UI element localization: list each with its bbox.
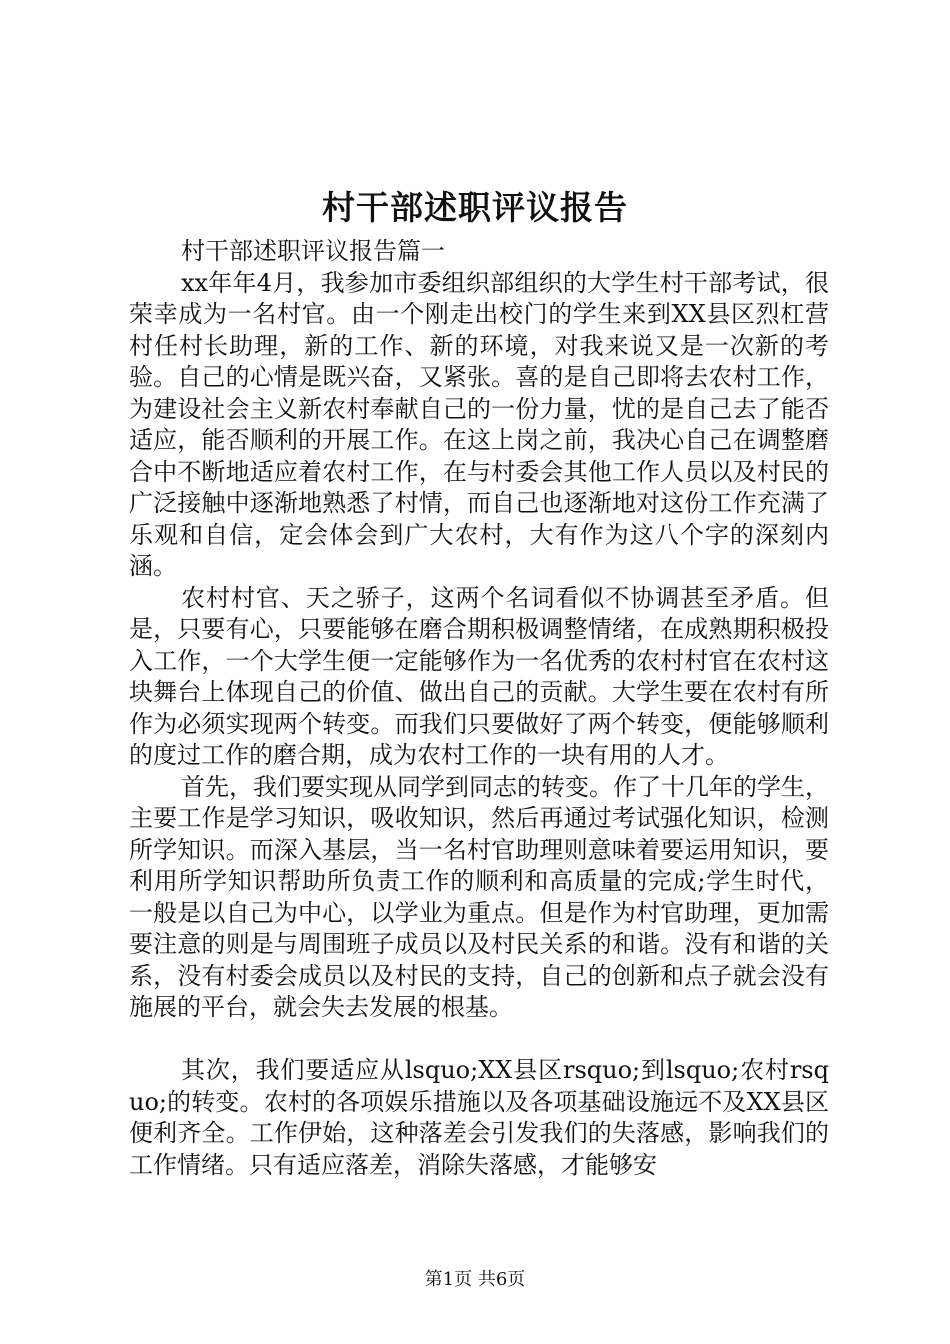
- paragraph-spacer: [129, 1024, 829, 1056]
- body-paragraph: 其次，我们要适应从lsquo;XX县区rsquo;到lsquo;农村rsquo;的转变。农村的各项娱乐措施以及各项基础设施远不及XX县区便利齐全。工作伊始，这种落差会引发我们的失落感，影响我们的工作情绪。只有适应落差，消除失落感，才能够安: [129, 1056, 829, 1179]
- page-footer: 第1页 共6页: [424, 1269, 526, 1290]
- document-body: [129, 236, 829, 1181]
- body-paragraph: 首先，我们要实现从同学到同志的转变。作了十几年的学生，主要工作是学习知识，吸收知识，然后再通过考试强化知识，检测所学知识。而深入基层，当一名村官助理则意味着要运用知识，要利用所学知识帮助所负责工作的顺利和高质量的完成;学生时代，一般是以自己为中心，以学业为重点。但是作为村官助理，更加需要注意的则是与周围班子成员以及村民关系的和谐。没有和谐的关系，没有村委会成员以及村民的支持，自己的创新和点子就会没有施展的平台，就会失去发展的根基。: [129, 772, 829, 1021]
- body-paragraph: xx年年4月，我参加市委组织部组织的大学生村干部考试，很荣幸成为一名村官。由一个刚走出校门的学生来到XX县区烈杠营村任村长助理，新的工作、新的环境，对我来说又是一次新的考验。自己的心情是既兴奋，又紧张。喜的是自己即将去农村工作，为建设社会主义新农村奉献自己的一份力量，忧的是自己去了能否适应，能否顺利的开展工作。在这上岗之前，我决心自己在调整磨合中不断地适应着农村工作，在与村委会其他工作人员以及村民的广泛接触中逐渐地熟悉了村情，而自己也逐渐地对这份工作充满了乐观和自信，定会体会到广大农村，大有作为这八个字的深刻内涵。: [129, 268, 829, 580]
- document-title: 村干部述职评议报告: [322, 188, 628, 227]
- body-paragraph: 农村村官、天之骄子，这两个名词看似不协调甚至矛盾。但是，只要有心，只要能够在磨合期积极调整情绪，在成熟期积极投入工作，一个大学生便一定能够作为一名优秀的农村村官在农村这块舞台上体现自己的价值、做出自己的贡献。大学生要在农村有所作为必须实现两个转变。而我们只要做好了两个转变，便能够顺利的度过工作的磨合期，成为农村工作的一块有用的人才。: [129, 583, 829, 769]
- section-heading: 村干部述职评议报告篇一: [181, 237, 445, 265]
